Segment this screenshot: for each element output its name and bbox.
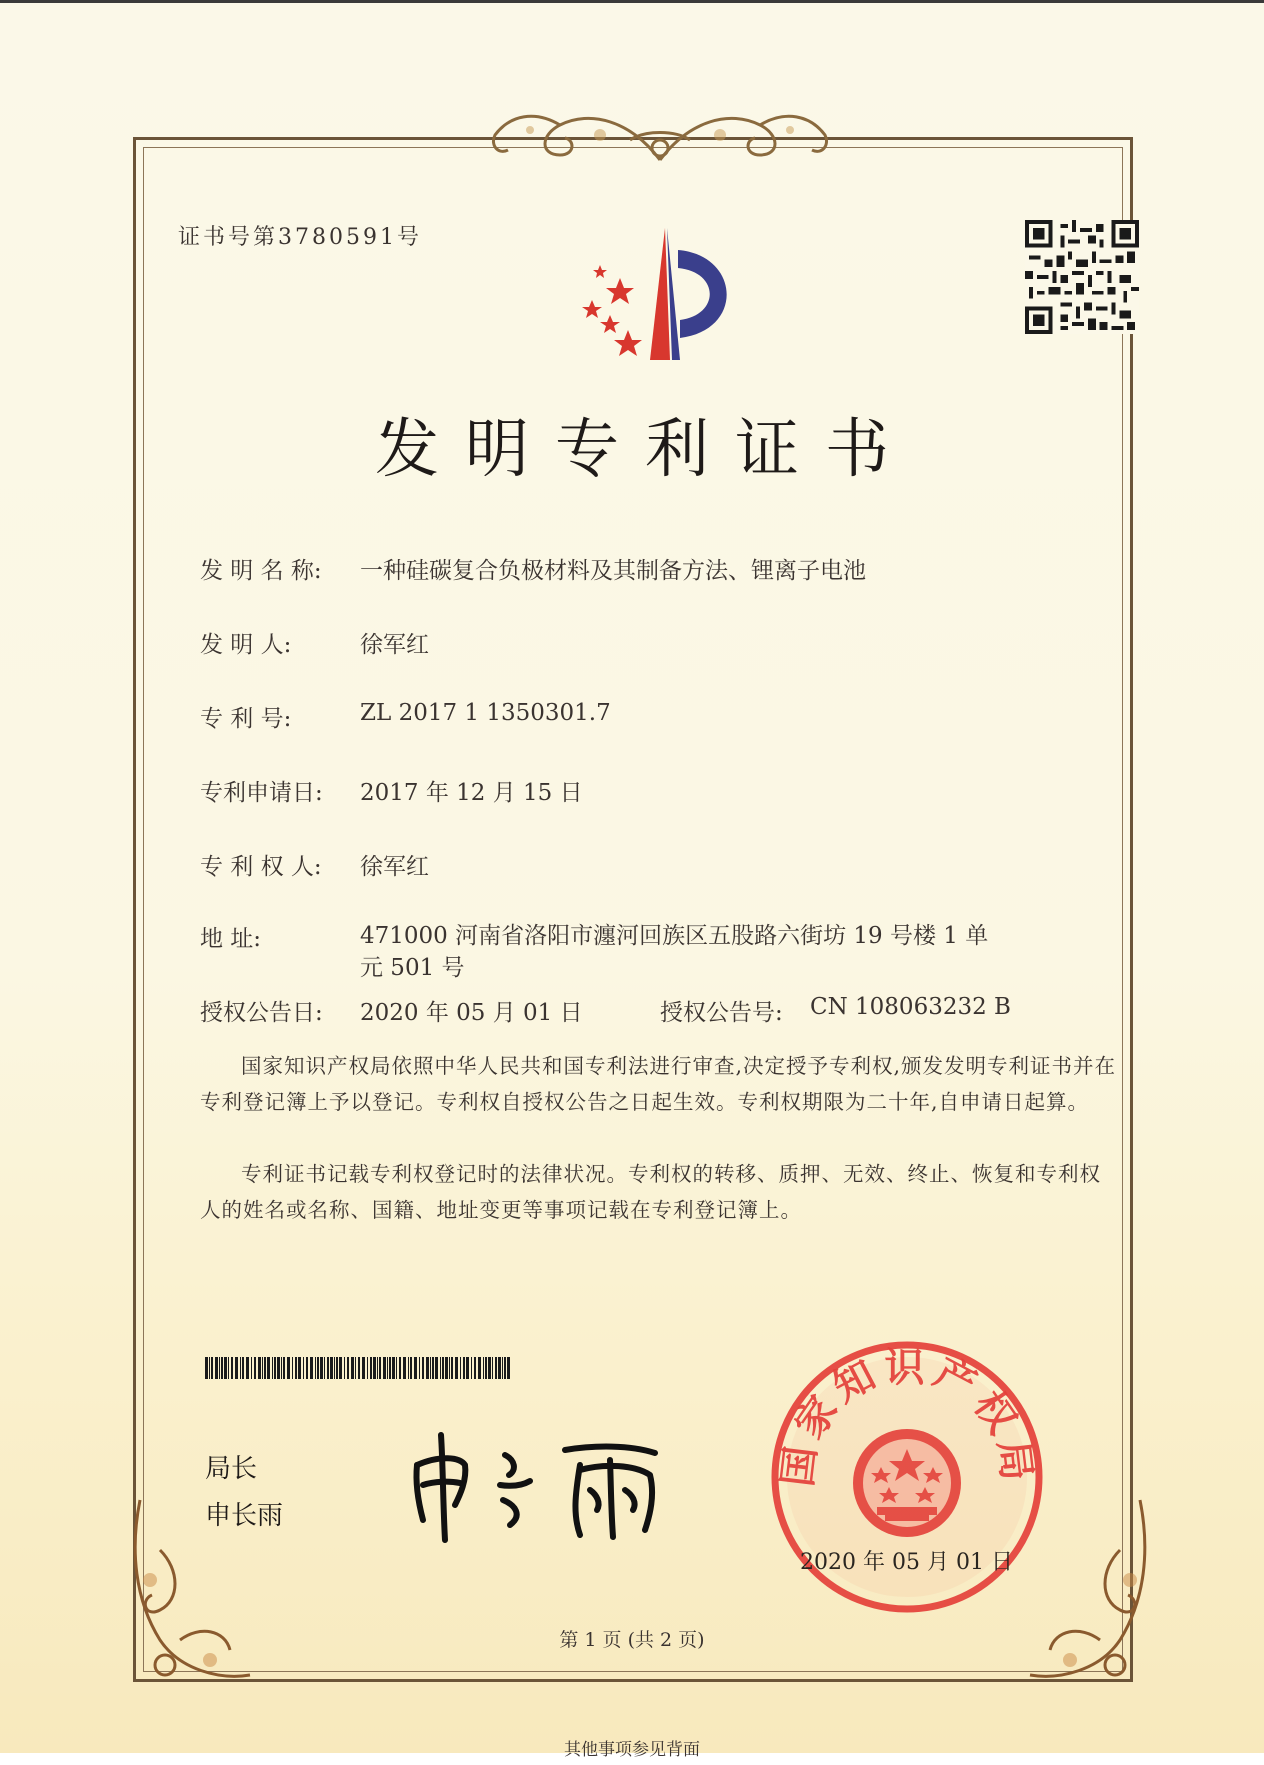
patentee-label: 专 利 权 人:: [200, 854, 322, 880]
qr-code-icon: [1025, 220, 1139, 334]
address-value: 471000 河南省洛阳市瀍河回族区五股路六街坊 19 号楼 1 单元 501 号: [360, 923, 989, 981]
grant-number-value: CN 108063232 B: [810, 994, 1011, 1020]
invention-name-label: 发 明 名 称:: [200, 558, 322, 584]
inventor-row: [200, 626, 429, 659]
inventor-label: 发 明 人:: [200, 632, 292, 658]
footer-cut-text: 其他事项参见背面: [564, 1740, 700, 1760]
seal-date: 2020 年 05 月 01 日: [800, 1550, 1013, 1575]
director-name: 申长雨: [205, 1501, 284, 1531]
grant-date-label: 授权公告日:: [200, 1000, 323, 1026]
official-seal-icon: [765, 1335, 1050, 1620]
grant-date-value: 2020 年 05 月 01 日: [360, 1000, 583, 1026]
certificate-number: 证书号第3780591号: [178, 225, 422, 250]
statement-paragraph-2: 专利证书记载专利权登记时的法律状况。专利权的转移、质押、无效、终止、恢复和专利权人的姓名或名称、国籍、地址变更等事项记载在专利登记簿上。: [200, 1162, 1101, 1222]
patent-number-value: ZL 2017 1 1350301.7: [360, 700, 611, 726]
patent-office-logo-icon: [570, 220, 760, 370]
seal-text: 国家知识产权局: [774, 1345, 1041, 1490]
certificate-title: 发明专利证书: [375, 413, 915, 487]
grant-date-row: [200, 994, 583, 1027]
director-signature-icon: [405, 1425, 675, 1545]
grant-number-row: [660, 994, 1011, 1027]
patent-number-row: [200, 700, 611, 733]
application-date-value: 2017 年 12 月 15 日: [360, 780, 583, 806]
address-row: [200, 920, 1000, 984]
page-number: 第 1 页 (共 2 页): [559, 1629, 705, 1651]
grant-number-label: 授权公告号:: [660, 1000, 783, 1026]
patentee-row: [200, 848, 429, 881]
scan-edge-line: [0, 0, 1264, 3]
invention-name-value: 一种硅碳复合负极材料及其制备方法、锂离子电池: [360, 558, 866, 584]
statement-paragraph-1: 国家知识产权局依照中华人民共和国专利法进行审查,决定授予专利权,颁发发明专利证书并在专利登记簿上予以登记。专利权自授权公告之日起生效。专利权期限为二十年,自申请日起算。: [200, 1054, 1117, 1114]
address-label: 地 址:: [200, 926, 262, 952]
patentee-value: 徐军红: [360, 854, 429, 880]
application-date-row: [200, 774, 583, 807]
top-scroll-ornament-icon: [480, 100, 840, 170]
inventor-value: 徐军红: [360, 632, 429, 658]
application-date-label: 专利申请日:: [200, 780, 323, 806]
patent-number-label: 专 利 号:: [200, 706, 292, 732]
invention-name-row: [200, 552, 866, 585]
barcode-icon: [205, 1357, 513, 1379]
director-title: 局长: [205, 1454, 258, 1484]
